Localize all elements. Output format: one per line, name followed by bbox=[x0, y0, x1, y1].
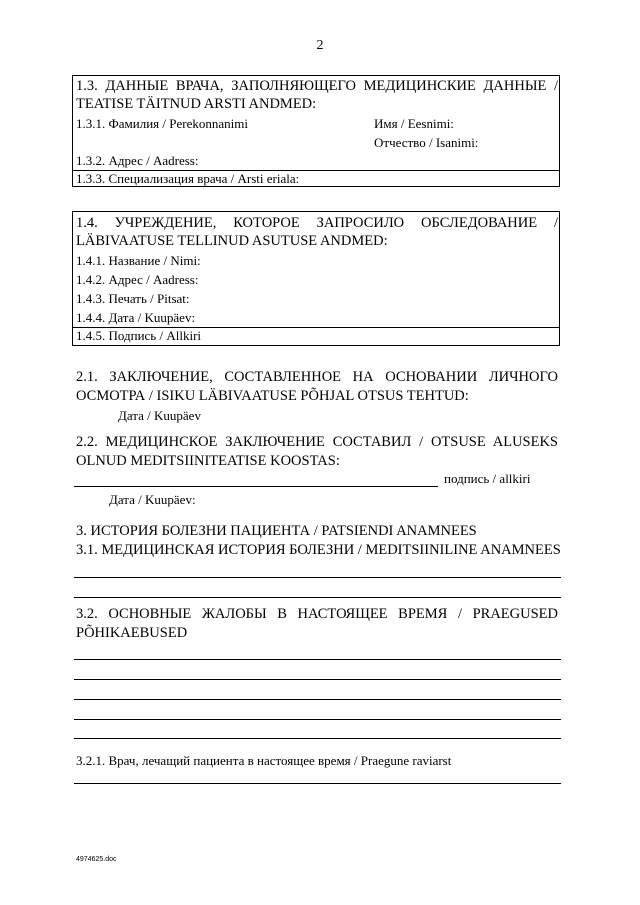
doctor-surname-label: 1.3.1. Фамилия / Perekonnanimi bbox=[76, 116, 248, 131]
medical-conclusion-heading-et: OLNUD MEDITSIINITEATISE KOOSTAS: bbox=[76, 453, 340, 469]
current-doctor-line bbox=[74, 783, 561, 784]
signature-label: подпись / allkiri bbox=[444, 471, 531, 486]
conclusion-date-label: Дата / Kuupäev bbox=[118, 408, 201, 423]
doctor-patronymic-label: Отчество / Isanimi: bbox=[374, 135, 479, 150]
institution-section-title-et: LÄBIVAATUSE TELLINUD ASUTUSE ANDMED: bbox=[76, 233, 388, 249]
signature-line bbox=[74, 486, 438, 487]
doctor-section-title-et: TEATISE TÄITNUD ARSTI ANDMED: bbox=[76, 96, 317, 112]
conclusion-heading: 2.1. ЗАКЛЮЧЕНИЕ, СОСТАВЛЕННОЕ НА ОСНОВАНИИ ЛИЧНОГО bbox=[76, 369, 558, 385]
conclusion-heading-et: ОСМОТРА / ISIKU LÄBIVAATUSE PÕHJAL OTSUS TEHTUD: bbox=[76, 388, 469, 404]
institution-name-label: 1.4.1. Название / Nimi: bbox=[76, 253, 201, 268]
medical-history-heading: 3.1. МЕДИЦИНСКАЯ ИСТОРИЯ БОЛЕЗНИ / MEDITSIINILINE ANAMNEES bbox=[76, 542, 561, 558]
complaints-heading: 3.2. ОСНОВНЫЕ ЖАЛОБЫ В НАСТОЯЩЕЕ ВРЕМЯ / PRAEGUSED bbox=[76, 606, 558, 622]
doctor-address-label: 1.3.2. Адрес / Aadress: bbox=[76, 153, 199, 168]
doctor-first-name-label: Имя / Eesnimi: bbox=[374, 116, 454, 131]
complaints-line-3 bbox=[74, 699, 561, 700]
doctor-section-title: 1.3. ДАННЫЕ ВРАЧА, ЗАПОЛНЯЮЩЕГО МЕДИЦИНСКИЕ ДАННЫЕ / bbox=[76, 78, 558, 94]
institution-stamp-label: 1.4.3. Печать / Pitsat: bbox=[76, 291, 190, 306]
page-number: 2 bbox=[316, 38, 324, 53]
medical-conclusion-heading: 2.2. МЕДИЦИНСКОЕ ЗАКЛЮЧЕНИЕ СОСТАВИЛ / OTSUSE ALUSEKS bbox=[76, 434, 558, 450]
medical-history-line-2 bbox=[74, 597, 561, 598]
complaints-line-2 bbox=[74, 679, 561, 680]
institution-section-title: 1.4. УЧРЕЖДЕНИЕ, КОТОРОЕ ЗАПРОСИЛО ОБСЛЕДОВАНИЕ / bbox=[76, 215, 558, 231]
doctor-specialization-label: 1.3.3. Специализация врача / Arsti eriala: bbox=[76, 171, 300, 186]
institution-date-label: 1.4.4. Дата / Kuupäev: bbox=[76, 310, 196, 325]
complaints-heading-et: PÕHIKAEBUSED bbox=[76, 625, 188, 641]
complaints-line-1 bbox=[74, 659, 561, 660]
medical-conclusion-date-label: Дата / Kuupäev: bbox=[109, 492, 196, 507]
institution-address-label: 1.4.2. Адрес / Aadress: bbox=[76, 272, 199, 287]
complaints-line-4 bbox=[74, 719, 561, 720]
institution-signature-label: 1.4.5. Подпись / Allkiri bbox=[76, 328, 202, 343]
complaints-line-5 bbox=[74, 738, 561, 739]
document-filename: 4974625.doc bbox=[76, 856, 117, 863]
current-doctor-label: 3.2.1. Врач, лечащий пациента в настоящее время / Praegune raviarst bbox=[76, 753, 452, 768]
medical-history-line-1 bbox=[74, 577, 561, 578]
history-heading: 3. ИСТОРИЯ БОЛЕЗНИ ПАЦИЕНТА / PATSIENDI ANAMNEES bbox=[76, 523, 477, 539]
